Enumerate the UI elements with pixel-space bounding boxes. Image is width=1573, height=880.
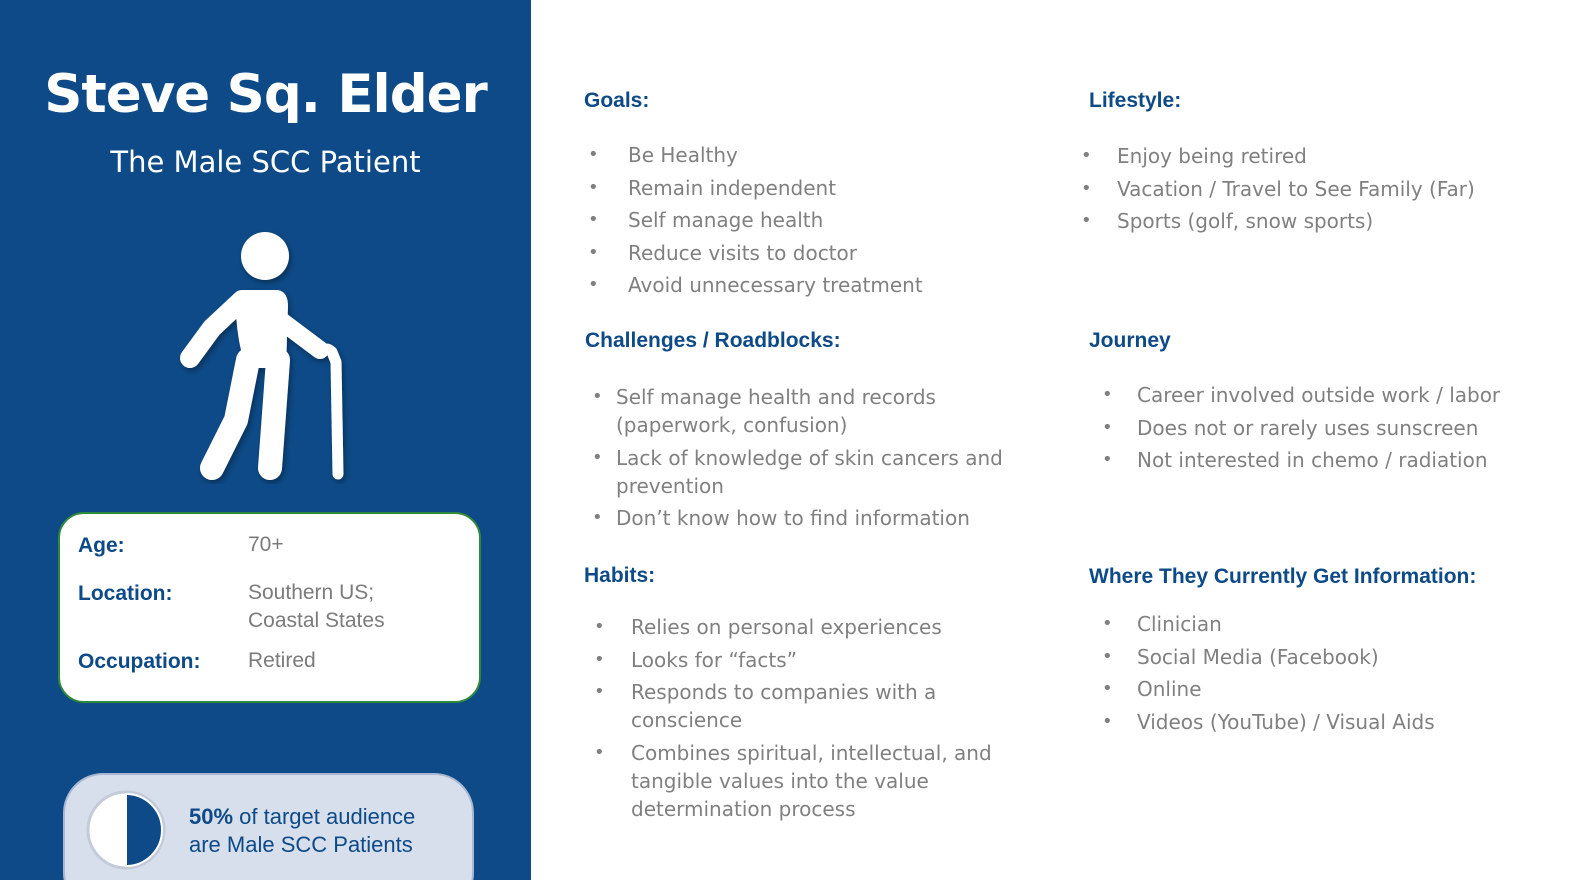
info-source-item: • Clinician (1090, 610, 1560, 638)
persona-panel (0, 0, 531, 880)
info-sources-title: Where They Currently Get Information: (1089, 565, 1477, 588)
goal-item: • Reduce visits to doctor (584, 239, 1044, 267)
lifestyle-item: • Vacation / Travel to See Family (Far) (1081, 175, 1551, 203)
challenges-title: Challenges / Roadblocks: (585, 329, 841, 352)
age-label: Age: (78, 534, 125, 557)
journey-title: Journey (1089, 329, 1171, 352)
audience-pie-chart (85, 789, 167, 871)
location-value-line-2: Coastal States (248, 609, 385, 632)
info-source-item: • Videos (YouTube) / Visual Aids (1090, 708, 1560, 736)
lifestyle-list (1081, 142, 1551, 240)
goal-item: • Remain independent (584, 174, 1044, 202)
audience-text-line-2: are Male SCC Patients (189, 832, 413, 857)
goal-item: • Self manage health (584, 206, 1044, 234)
audience-stat-text (189, 803, 415, 859)
goal-item: • Avoid unnecessary treatment (584, 271, 1044, 299)
habits-list (584, 613, 1014, 827)
info-source-item: • Social Media (Facebook) (1090, 643, 1560, 671)
occupation-value: Retired (248, 649, 316, 672)
info-source-item: • Online (1090, 675, 1560, 703)
goals-list (584, 141, 1044, 304)
journey-list (1090, 381, 1560, 479)
journey-item: • Career involved outside work / labor (1090, 381, 1560, 409)
habits-title: Habits: (584, 564, 656, 587)
goal-item: • Be Healthy (584, 141, 1044, 169)
demographics-card (58, 512, 481, 703)
lifestyle-title: Lifestyle: (1089, 89, 1182, 112)
goals-title: Goals: (584, 89, 650, 112)
occupation-label: Occupation: (78, 650, 201, 673)
habit-item: • Combines spiritual, intellectual, and tangible values into the value determination process (584, 739, 1014, 823)
persona-subtitle: The Male SCC Patient (110, 145, 421, 179)
journey-item: • Not interested in chemo / radiation (1090, 446, 1560, 474)
audience-percent: 50% (189, 804, 234, 829)
challenges-list (586, 383, 1026, 537)
location-label: Location: (78, 582, 173, 605)
lifestyle-item: • Sports (golf, snow sports) (1081, 207, 1551, 235)
age-value: 70+ (248, 533, 284, 556)
lifestyle-item: • Enjoy being retired (1081, 142, 1551, 170)
elderly-person-with-cane-icon (170, 228, 360, 484)
audience-stat-card (63, 773, 474, 880)
location-value-line-1: Southern US; (248, 581, 375, 604)
habit-item: • Relies on personal experiences (584, 613, 1014, 641)
info-sources-list (1090, 610, 1560, 740)
audience-pie-slice (126, 794, 162, 866)
habit-item: • Looks for “facts” (584, 646, 1014, 674)
journey-item: • Does not or rarely uses sunscreen (1090, 414, 1560, 442)
challenge-item: • Don’t know how to find information (586, 504, 1026, 532)
habit-item: • Responds to companies with a conscience (584, 678, 1014, 734)
audience-text-line-1: of target audience (233, 804, 416, 829)
challenge-item: • Lack of knowledge of skin cancers and prevention (586, 444, 1026, 500)
persona-name: Steve Sq. Elder (44, 64, 487, 125)
challenge-item: • Self manage health and records (paperwork, confusion) (586, 383, 1026, 439)
